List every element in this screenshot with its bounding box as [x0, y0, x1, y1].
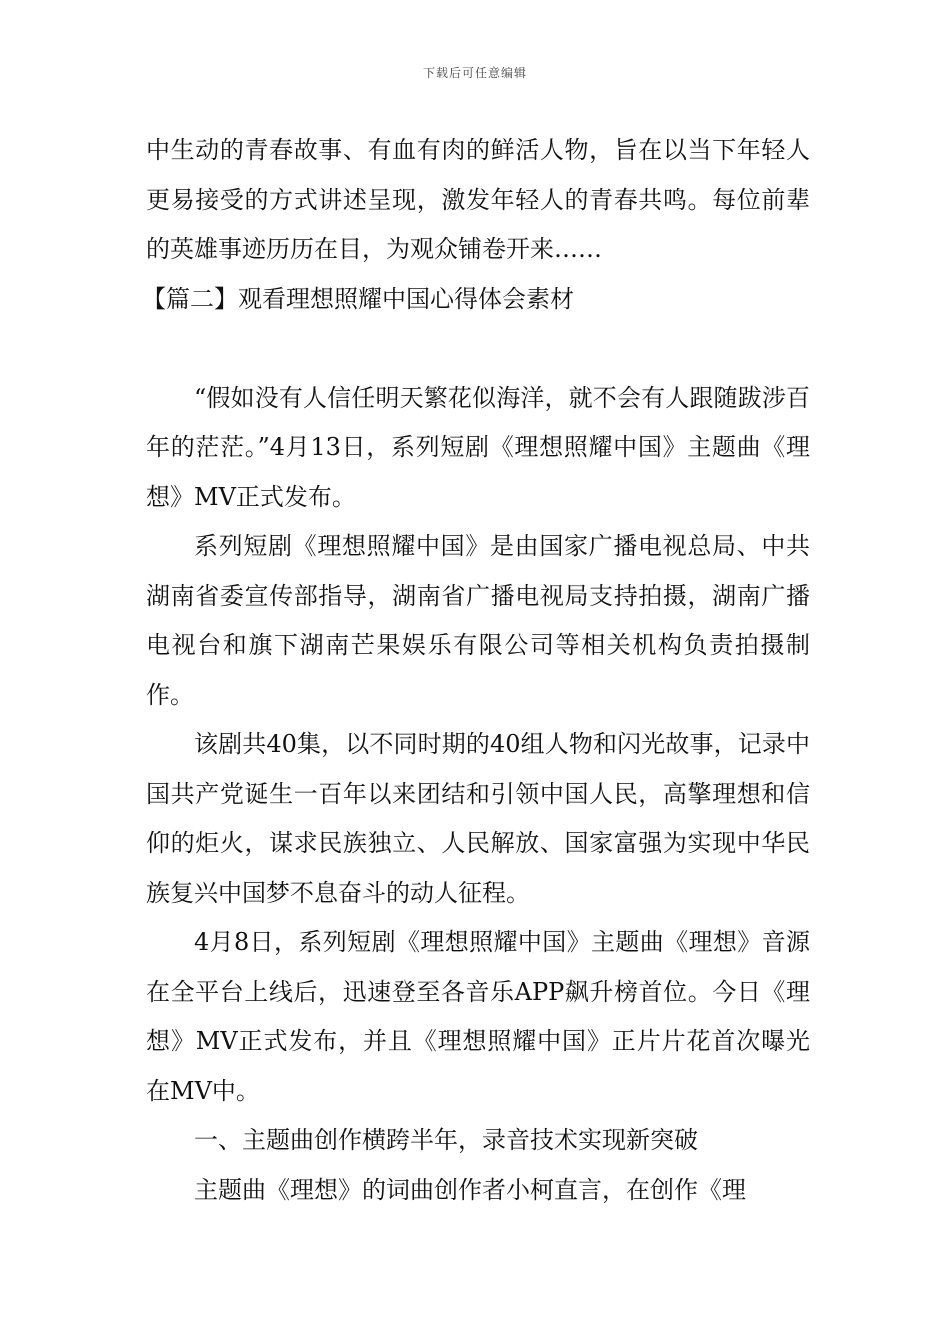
paragraph-composer: 主题曲《理想》的词曲创作者小柯直言，在创作《理 — [194, 1175, 746, 1204]
header-note: 下载后可任意编辑 — [422, 66, 527, 80]
section-title: 【篇二】观看理想照耀中国心得体会素材 — [142, 284, 574, 313]
document-body — [142, 126, 810, 1215]
paragraph-episodes: 该剧共40集，以不同时期的40组人物和闪光故事，记录中国共产党诞生一百年以来团结和引领中国人民，高擎理想和信仰的炬火，谋求民族独立、人民解放、国家富强为实现中华民族复兴中国梦不息奋斗的动人征程。 — [146, 730, 810, 907]
paragraph-release: 4月8日，系列短剧《理想照耀中国》主题曲《理想》音源在全平台上线后，迅速登至各音乐APP飙升榜首位。今日《理想》MV正式发布，并且《理想照耀中国》正片片花首次曝光在MV中。 — [146, 928, 810, 1105]
paragraph-production: 系列短剧《理想照耀中国》是由国家广播电视总局、中共湖南省委宣传部指导，湖南省广播电视局支持拍摄，湖南广播电视台和旗下湖南芒果娱乐有限公司等相关机构负责拍摄制作。 — [146, 532, 810, 709]
paragraph-continuation: 中生动的青春故事、有血有肉的鲜活人物，旨在以当下年轻人更易接受的方式讲述呈现，激发年轻人的青春共鸣。每位前辈的英雄事迹历历在目，为观众铺卷开来…… — [146, 136, 810, 263]
paragraph-quote: “假如没有人信任明天繁花似海洋，就不会有人跟随跋涉百年的茫茫。”4月13日，系列短剧《理想照耀中国》主题曲《理想》MV正式发布。 — [146, 383, 810, 511]
subheading-theme-song: 一、主题曲创作横跨半年，录音技术实现新突破 — [194, 1126, 698, 1154]
blank-line — [146, 324, 810, 374]
